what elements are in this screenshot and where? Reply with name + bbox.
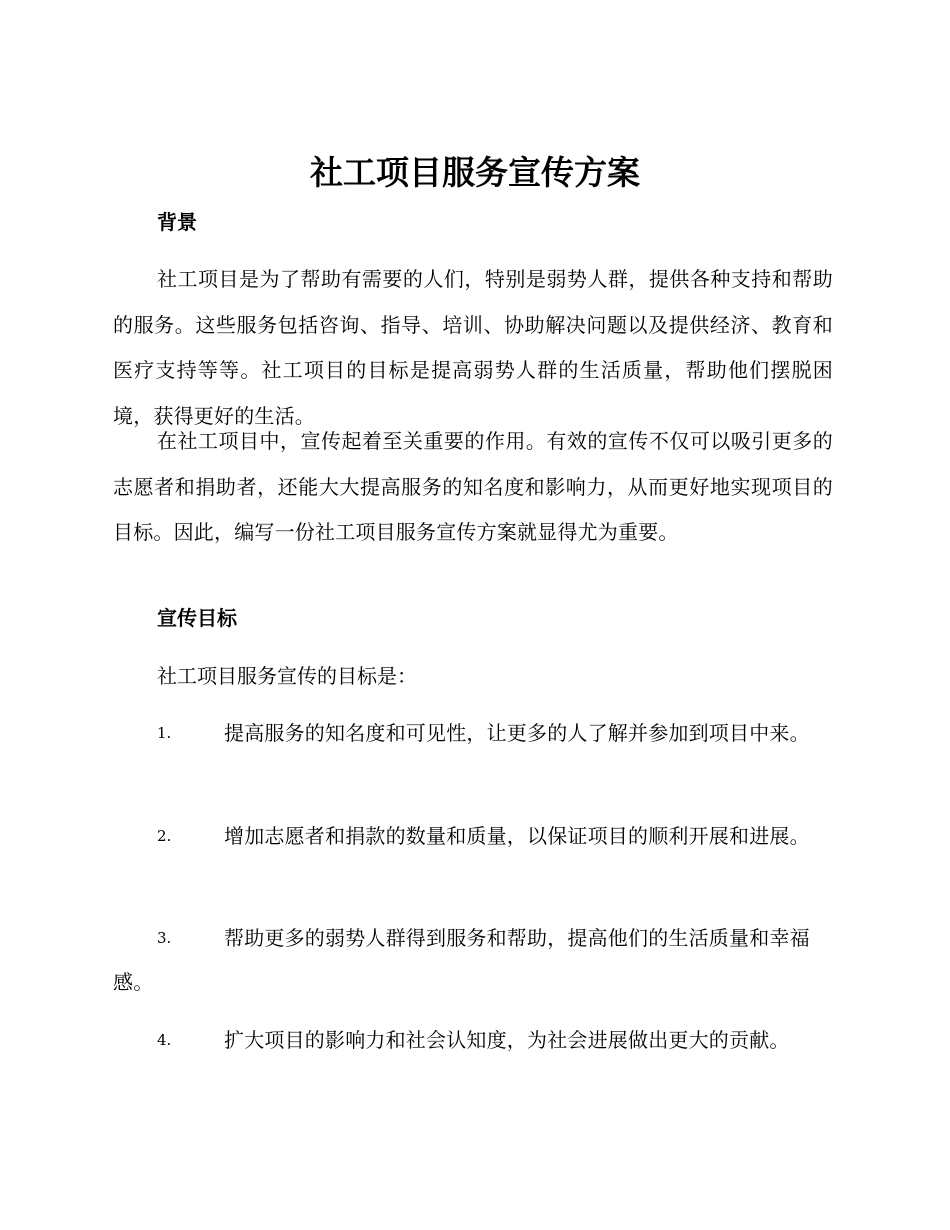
goal-number: 1. bbox=[157, 724, 172, 742]
goal-text: 帮助更多的弱势人群得到服务和帮助，提高他们的生活质量和幸福感。 bbox=[113, 926, 810, 994]
goal-text: 提高服务的知名度和可见性，让更多的人了解并参加到项目中来。 bbox=[224, 721, 810, 745]
goal-number: 4. bbox=[157, 1031, 172, 1049]
goals-intro: 社工项目服务宣传的目标是： bbox=[157, 664, 417, 688]
goal-list-item bbox=[113, 814, 833, 858]
goal-list-item bbox=[113, 1018, 833, 1062]
goal-number: 2. bbox=[157, 827, 172, 845]
document-title: 社工项目服务宣传方案 bbox=[310, 153, 640, 192]
background-paragraph-1: 社工项目是为了帮助有需要的人们，特别是弱势人群，提供各种支持和帮助的服务。这些服务包括咨询、指导、培训、协助解决问题以及提供经济、教育和医疗支持等等。社工项目的目标是提高弱势人群的生活质量，帮助他们摆脱困境，获得更好的生活。 bbox=[113, 267, 833, 428]
goal-text: 增加志愿者和捐款的数量和质量，以保证项目的顺利开展和进展。 bbox=[224, 824, 810, 848]
section-heading-background: 背景 bbox=[157, 210, 197, 234]
goal-list-item bbox=[113, 711, 833, 755]
goal-number: 3. bbox=[157, 929, 172, 947]
background-paragraph-2: 在社工项目中，宣传起着至关重要的作用。有效的宣传不仅可以吸引更多的志愿者和捐助者，还能大大提高服务的知名度和影响力，从而更好地实现项目的目标。因此，编写一份社工项目服务宣传方案就显得尤为重要。 bbox=[113, 429, 833, 544]
section-heading-goals: 宣传目标 bbox=[157, 606, 237, 630]
goal-text: 扩大项目的影响力和社会认知度，为社会进展做出更大的贡献。 bbox=[224, 1028, 790, 1052]
goal-list-item bbox=[113, 916, 833, 1004]
